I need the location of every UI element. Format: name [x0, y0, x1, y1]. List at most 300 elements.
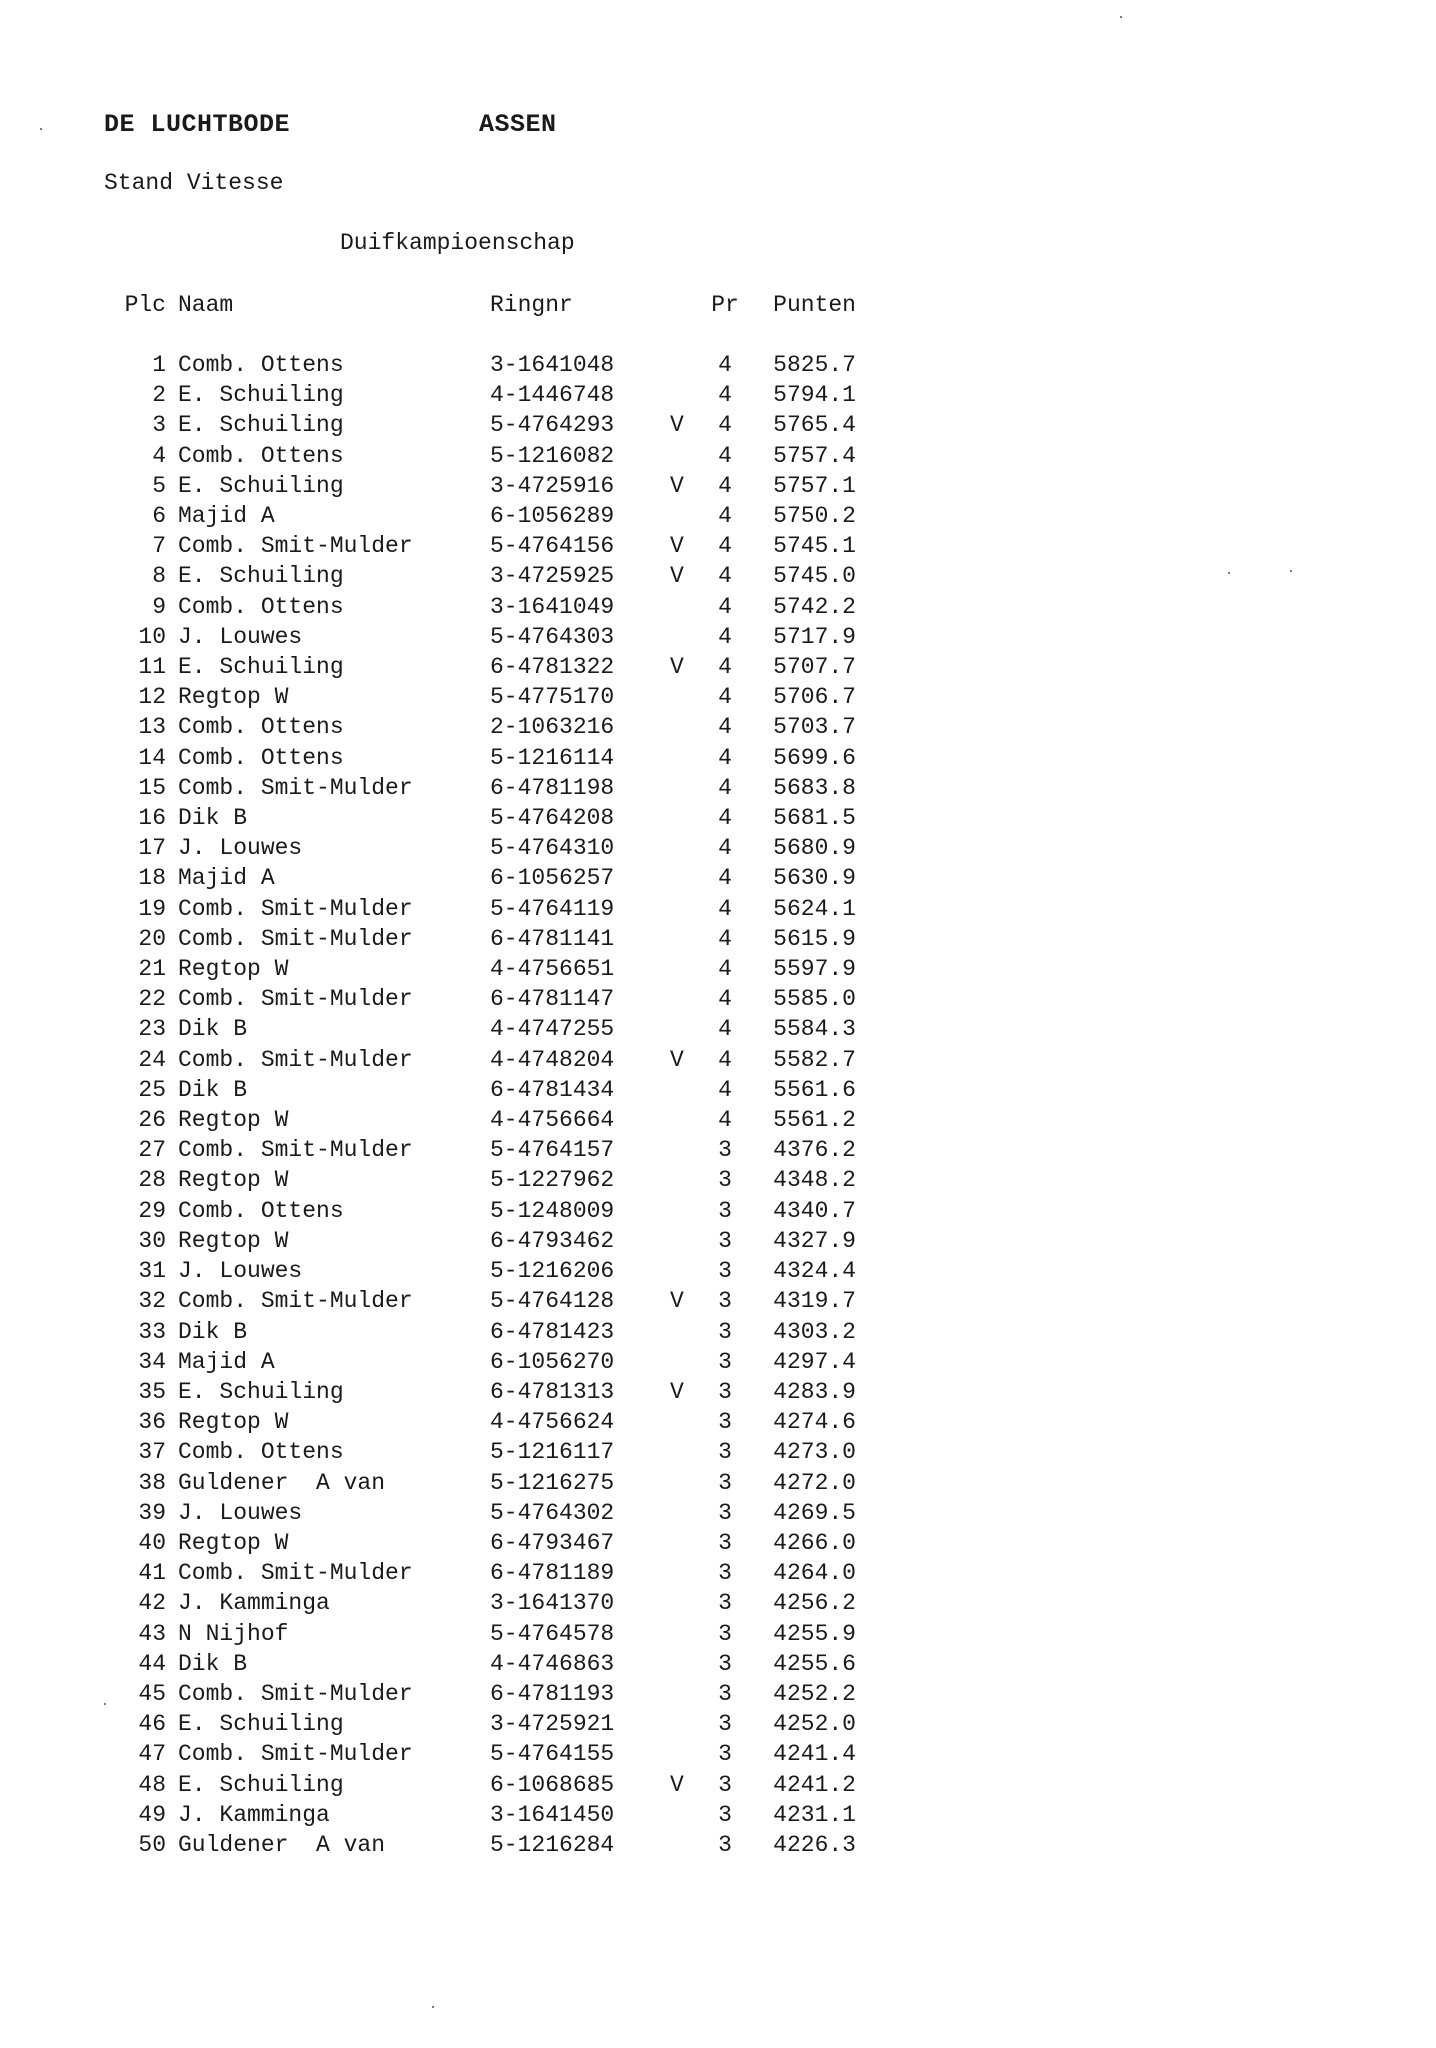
section-title: Duifkampioenschap: [340, 230, 575, 256]
cell-naam: Guldener A van: [178, 1469, 386, 1496]
scan-speck: [40, 128, 42, 130]
cell-ringnr: 6-4793467: [490, 1529, 615, 1556]
cell-mark: [670, 1498, 692, 1528]
cell-punten: 5681.5: [773, 805, 856, 832]
cell-naam: Comb. Smit-Mulder: [178, 774, 413, 801]
cell-pr: 4: [718, 412, 732, 439]
cell-naam: J. Louwes: [178, 1499, 303, 1526]
cell-plc: 10: [138, 623, 166, 650]
cell-plc: 20: [138, 925, 166, 952]
table-row: [110, 1286, 856, 1316]
cell-pr: 4: [718, 865, 732, 892]
cell-pr: 4: [718, 774, 732, 801]
cell-ringnr: 6-4781322: [490, 654, 615, 681]
cell-punten: 4252.2: [773, 1680, 856, 1707]
cell-pr: 3: [718, 1439, 732, 1466]
cell-mark: [670, 1558, 692, 1588]
cell-naam: Regtop W: [178, 684, 289, 711]
cell-mark: [670, 743, 692, 773]
cell-naam: Comb. Ottens: [178, 1439, 344, 1466]
cell-mark: [670, 1196, 692, 1226]
cell-pr: 4: [718, 382, 732, 409]
cell-plc: 46: [138, 1711, 166, 1738]
cell-pr: 4: [718, 714, 732, 741]
scan-speck: [432, 2006, 434, 2008]
cell-naam: Comb. Ottens: [178, 744, 344, 771]
cell-mark: [670, 1317, 692, 1347]
table-row: [110, 441, 856, 471]
cell-naam: Comb. Smit-Mulder: [178, 986, 413, 1013]
cell-pr: 4: [718, 533, 732, 560]
table-row: [110, 1468, 856, 1498]
cell-pr: 4: [718, 925, 732, 952]
table-row: [110, 622, 856, 652]
cell-naam: E. Schuiling: [178, 412, 344, 439]
cell-naam: E. Schuiling: [178, 382, 344, 409]
cell-plc: 11: [138, 654, 166, 681]
cell-naam: Comb. Smit-Mulder: [178, 1680, 413, 1707]
cell-ringnr: 6-1068685: [490, 1771, 615, 1798]
cell-ringnr: 5-4764155: [490, 1741, 615, 1768]
table-row: [110, 984, 856, 1014]
cell-mark: [670, 803, 692, 833]
cell-mark: V: [670, 412, 684, 439]
table-row: [110, 1498, 856, 1528]
cell-naam: Comb. Smit-Mulder: [178, 895, 413, 922]
cell-naam: E. Schuiling: [178, 563, 344, 590]
cell-punten: 4252.0: [773, 1711, 856, 1738]
cell-pr: 3: [718, 1590, 732, 1617]
cell-naam: Regtop W: [178, 1167, 289, 1194]
table-row: [110, 1558, 856, 1588]
cell-ringnr: 5-1248009: [490, 1197, 615, 1224]
cell-ringnr: 6-4781189: [490, 1560, 615, 1587]
cell-mark: [670, 1619, 692, 1649]
cell-naam: Regtop W: [178, 1107, 289, 1134]
table-row: [110, 410, 856, 440]
cell-punten: 4264.0: [773, 1560, 856, 1587]
cell-pr: 3: [718, 1469, 732, 1496]
cell-punten: 4283.9: [773, 1378, 856, 1405]
table-row: [110, 954, 856, 984]
cell-pr: 3: [718, 1167, 732, 1194]
cell-pr: 4: [718, 352, 732, 378]
table-row: [110, 561, 856, 591]
cell-punten: 4255.6: [773, 1650, 856, 1677]
cell-ringnr: 6-4781423: [490, 1318, 615, 1345]
cell-pr: 4: [718, 1076, 732, 1103]
cell-pr: 4: [718, 654, 732, 681]
cell-naam: Majid A: [178, 865, 275, 892]
table-row: [110, 1709, 856, 1739]
cell-punten: 4319.7: [773, 1288, 856, 1315]
cell-mark: V: [670, 1046, 684, 1073]
table-row: [110, 1437, 856, 1467]
cell-plc: 43: [138, 1620, 166, 1647]
table-row: [110, 1256, 856, 1286]
cell-punten: 5584.3: [773, 1016, 856, 1043]
table-header-row: [110, 290, 856, 320]
cell-plc: 44: [138, 1650, 166, 1677]
cell-ringnr: 6-1056289: [490, 503, 615, 530]
cell-plc: 35: [138, 1378, 166, 1405]
cell-mark: [670, 1105, 692, 1135]
cell-ringnr: 4-1446748: [490, 382, 615, 409]
table-row: [110, 471, 856, 501]
cell-punten: 5561.6: [773, 1076, 856, 1103]
cell-ringnr: 6-4781198: [490, 774, 615, 801]
cell-mark: [670, 592, 692, 622]
cell-punten: 4327.9: [773, 1227, 856, 1254]
cell-naam: E. Schuiling: [178, 654, 344, 681]
results-body: [110, 350, 856, 1860]
cell-plc: 42: [138, 1590, 166, 1617]
cell-pr: 4: [718, 986, 732, 1013]
cell-mark: V: [670, 563, 684, 590]
cell-plc: 49: [138, 1801, 166, 1828]
column-header-plc: Plc: [124, 292, 166, 318]
table-row: [110, 682, 856, 712]
table-row: [110, 712, 856, 742]
cell-ringnr: 5-1216206: [490, 1258, 615, 1285]
cell-punten: 4241.2: [773, 1771, 856, 1798]
cell-pr: 4: [718, 1016, 732, 1043]
results-table: [110, 290, 856, 1860]
cell-punten: 4340.7: [773, 1197, 856, 1224]
cell-punten: 5703.7: [773, 714, 856, 741]
cell-plc: 27: [138, 1137, 166, 1164]
cell-punten: 5717.9: [773, 623, 856, 650]
cell-plc: 16: [138, 805, 166, 832]
cell-plc: 12: [138, 684, 166, 711]
table-row: [110, 743, 856, 773]
cell-pr: 4: [718, 956, 732, 983]
cell-naam: N Nijhof: [178, 1620, 289, 1647]
cell-ringnr: 5-1227962: [490, 1167, 615, 1194]
column-header-naam: Naam: [178, 292, 234, 318]
table-row: [110, 1830, 856, 1860]
cell-punten: 4269.5: [773, 1499, 856, 1526]
cell-ringnr: 4-4748204: [490, 1046, 615, 1073]
cell-pr: 3: [718, 1680, 732, 1707]
table-row: [110, 1317, 856, 1347]
cell-pr: 3: [718, 1227, 732, 1254]
cell-naam: Regtop W: [178, 1529, 289, 1556]
cell-ringnr: 5-4764303: [490, 623, 615, 650]
cell-naam: J. Kamminga: [178, 1801, 330, 1828]
cell-punten: 4255.9: [773, 1620, 856, 1647]
cell-mark: V: [670, 1378, 684, 1405]
cell-mark: [670, 1528, 692, 1558]
column-header-pr: Pr: [711, 292, 739, 318]
cell-mark: [670, 924, 692, 954]
cell-pr: 3: [718, 1741, 732, 1768]
cell-mark: [670, 863, 692, 893]
table-row: [110, 1679, 856, 1709]
cell-naam: E. Schuiling: [178, 472, 344, 499]
cell-plc: 45: [138, 1680, 166, 1707]
cell-plc: 36: [138, 1409, 166, 1436]
cell-ringnr: 5-1216082: [490, 442, 615, 469]
cell-plc: 5: [152, 472, 166, 499]
cell-plc: 18: [138, 865, 166, 892]
cell-punten: 5561.2: [773, 1107, 856, 1134]
cell-mark: [670, 1739, 692, 1769]
cell-naam: Comb. Ottens: [178, 442, 344, 469]
cell-ringnr: 5-4764293: [490, 412, 615, 439]
cell-plc: 15: [138, 774, 166, 801]
cell-ringnr: 3-4725925: [490, 563, 615, 590]
cell-plc: 28: [138, 1167, 166, 1194]
cell-pr: 3: [718, 1771, 732, 1798]
cell-mark: [670, 1075, 692, 1105]
cell-mark: [670, 380, 692, 410]
table-row: [110, 1196, 856, 1226]
cell-plc: 4: [152, 442, 166, 469]
cell-pr: 3: [718, 1137, 732, 1164]
cell-pr: 3: [718, 1348, 732, 1375]
cell-naam: E. Schuiling: [178, 1771, 344, 1798]
cell-ringnr: 3-1641450: [490, 1801, 615, 1828]
cell-mark: [670, 712, 692, 742]
cell-naam: Regtop W: [178, 956, 289, 983]
cell-plc: 47: [138, 1741, 166, 1768]
cell-mark: V: [670, 1771, 684, 1798]
cell-plc: 24: [138, 1046, 166, 1073]
cell-plc: 13: [138, 714, 166, 741]
cell-punten: 4376.2: [773, 1137, 856, 1164]
cell-mark: [670, 1407, 692, 1437]
cell-ringnr: 6-4781193: [490, 1680, 615, 1707]
table-row: [110, 833, 856, 863]
cell-plc: 8: [152, 563, 166, 590]
cell-mark: [670, 1135, 692, 1165]
cell-mark: [670, 1588, 692, 1618]
cell-pr: 4: [718, 744, 732, 771]
cell-naam: Comb. Smit-Mulder: [178, 1137, 413, 1164]
table-row: [110, 1377, 856, 1407]
table-row: [110, 1770, 856, 1800]
cell-punten: 5757.4: [773, 442, 856, 469]
cell-punten: 5615.9: [773, 925, 856, 952]
cell-naam: Comb. Smit-Mulder: [178, 1741, 413, 1768]
table-row: [110, 803, 856, 833]
cell-plc: 7: [152, 533, 166, 560]
cell-mark: [670, 1679, 692, 1709]
cell-mark: [670, 501, 692, 531]
cell-punten: 4266.0: [773, 1529, 856, 1556]
cell-ringnr: 5-4764208: [490, 805, 615, 832]
cell-punten: 5680.9: [773, 835, 856, 862]
cell-ringnr: 6-4781434: [490, 1076, 615, 1103]
cell-plc: 14: [138, 744, 166, 771]
cell-pr: 3: [718, 1197, 732, 1224]
cell-punten: 5630.9: [773, 865, 856, 892]
table-row: [110, 1528, 856, 1558]
cell-naam: Regtop W: [178, 1409, 289, 1436]
cell-punten: 4272.0: [773, 1469, 856, 1496]
cell-punten: 5794.1: [773, 382, 856, 409]
club-name: DE LUCHTBODE: [104, 110, 291, 139]
scan-speck: [1290, 570, 1292, 572]
cell-pr: 3: [718, 1529, 732, 1556]
cell-punten: 5742.2: [773, 593, 856, 620]
table-row: [110, 1075, 856, 1105]
cell-mark: V: [670, 654, 684, 681]
club-city: ASSEN: [479, 110, 557, 139]
cell-mark: [670, 954, 692, 984]
cell-punten: 5745.0: [773, 563, 856, 590]
cell-ringnr: 6-4781313: [490, 1378, 615, 1405]
cell-punten: 4297.4: [773, 1348, 856, 1375]
cell-ringnr: 4-4747255: [490, 1016, 615, 1043]
cell-ringnr: 5-1216117: [490, 1439, 615, 1466]
cell-plc: 48: [138, 1771, 166, 1798]
column-header-ringnr: Ringnr: [490, 292, 573, 318]
cell-plc: 25: [138, 1076, 166, 1103]
cell-ringnr: 5-1216114: [490, 744, 615, 771]
cell-pr: 3: [718, 1258, 732, 1285]
cell-naam: Dik B: [178, 1318, 248, 1345]
cell-ringnr: 2-1063216: [490, 714, 615, 741]
cell-naam: Comb. Smit-Mulder: [178, 925, 413, 952]
cell-pr: 3: [718, 1711, 732, 1738]
table-row: [110, 1347, 856, 1377]
table-row: [110, 1800, 856, 1830]
cell-ringnr: 5-4764302: [490, 1499, 615, 1526]
table-row: [110, 1649, 856, 1679]
column-header-punten: Punten: [773, 292, 856, 318]
cell-mark: [670, 1709, 692, 1739]
cell-naam: Comb. Ottens: [178, 593, 344, 620]
cell-punten: 4348.2: [773, 1167, 856, 1194]
table-row: [110, 1105, 856, 1135]
cell-naam: Comb. Smit-Mulder: [178, 1046, 413, 1073]
table-row: [110, 863, 856, 893]
cell-punten: 5582.7: [773, 1046, 856, 1073]
cell-pr: 4: [718, 1107, 732, 1134]
cell-ringnr: 5-4764310: [490, 835, 615, 862]
cell-ringnr: 6-1056270: [490, 1348, 615, 1375]
cell-punten: 5706.7: [773, 684, 856, 711]
cell-naam: Majid A: [178, 1348, 275, 1375]
cell-ringnr: 3-4725921: [490, 1711, 615, 1738]
cell-naam: J. Louwes: [178, 623, 303, 650]
cell-ringnr: 3-1641370: [490, 1590, 615, 1617]
cell-punten: 5699.6: [773, 744, 856, 771]
cell-plc: 50: [138, 1831, 166, 1858]
table-row: [110, 1014, 856, 1044]
cell-pr: 4: [718, 835, 732, 862]
table-row: [110, 592, 856, 622]
cell-mark: [670, 984, 692, 1014]
cell-plc: 34: [138, 1348, 166, 1375]
cell-pr: 4: [718, 593, 732, 620]
cell-mark: [670, 773, 692, 803]
cell-plc: 9: [152, 593, 166, 620]
cell-naam: Majid A: [178, 503, 275, 530]
cell-plc: 30: [138, 1227, 166, 1254]
cell-mark: [670, 1256, 692, 1286]
cell-naam: Dik B: [178, 1076, 248, 1103]
cell-ringnr: 5-4764119: [490, 895, 615, 922]
cell-plc: 1: [152, 352, 166, 378]
cell-ringnr: 4-4756624: [490, 1409, 615, 1436]
cell-punten: 5757.1: [773, 472, 856, 499]
cell-naam: Comb. Smit-Mulder: [178, 533, 413, 560]
cell-naam: J. Kamminga: [178, 1590, 330, 1617]
cell-plc: 19: [138, 895, 166, 922]
document-subtitle: Stand Vitesse: [104, 170, 284, 196]
cell-plc: 37: [138, 1439, 166, 1466]
cell-punten: 5750.2: [773, 503, 856, 530]
cell-punten: 5765.4: [773, 412, 856, 439]
cell-plc: 26: [138, 1107, 166, 1134]
table-row: [110, 773, 856, 803]
cell-ringnr: 5-4764156: [490, 533, 615, 560]
cell-mark: [670, 350, 692, 380]
cell-naam: J. Louwes: [178, 1258, 303, 1285]
cell-mark: [670, 1347, 692, 1377]
cell-punten: 5707.7: [773, 654, 856, 681]
cell-ringnr: 3-1641048: [490, 352, 615, 378]
cell-plc: 17: [138, 835, 166, 862]
cell-punten: 4274.6: [773, 1409, 856, 1436]
cell-punten: 4324.4: [773, 1258, 856, 1285]
cell-plc: 6: [152, 503, 166, 530]
cell-ringnr: 5-1216275: [490, 1469, 615, 1496]
cell-mark: [670, 894, 692, 924]
cell-ringnr: 4-4746863: [490, 1650, 615, 1677]
cell-ringnr: 5-4764157: [490, 1137, 615, 1164]
table-row: [110, 1588, 856, 1618]
cell-naam: E. Schuiling: [178, 1711, 344, 1738]
scan-speck: [1120, 16, 1122, 18]
cell-naam: Dik B: [178, 1650, 248, 1677]
cell-punten: 5597.9: [773, 956, 856, 983]
cell-plc: 3: [152, 412, 166, 439]
cell-mark: [670, 1830, 692, 1860]
cell-ringnr: 5-4764128: [490, 1288, 615, 1315]
cell-pr: 3: [718, 1560, 732, 1587]
cell-pr: 4: [718, 442, 732, 469]
cell-mark: [670, 1468, 692, 1498]
cell-pr: 3: [718, 1288, 732, 1315]
cell-punten: 4241.4: [773, 1741, 856, 1768]
cell-naam: Comb. Smit-Mulder: [178, 1560, 413, 1587]
cell-pr: 3: [718, 1409, 732, 1436]
cell-mark: [670, 1226, 692, 1256]
cell-plc: 29: [138, 1197, 166, 1224]
cell-punten: 4226.3: [773, 1831, 856, 1858]
cell-pr: 4: [718, 1046, 732, 1073]
cell-pr: 3: [718, 1499, 732, 1526]
table-row: [110, 1165, 856, 1195]
cell-plc: 33: [138, 1318, 166, 1345]
cell-pr: 4: [718, 503, 732, 530]
cell-naam: Comb. Ottens: [178, 352, 344, 378]
cell-pr: 3: [718, 1318, 732, 1345]
cell-punten: 4231.1: [773, 1801, 856, 1828]
cell-pr: 4: [718, 472, 732, 499]
table-row: [110, 350, 856, 380]
cell-ringnr: 5-4764578: [490, 1620, 615, 1647]
cell-mark: V: [670, 472, 684, 499]
cell-mark: [670, 622, 692, 652]
table-row: [110, 1619, 856, 1649]
cell-naam: J. Louwes: [178, 835, 303, 862]
cell-pr: 3: [718, 1801, 732, 1828]
